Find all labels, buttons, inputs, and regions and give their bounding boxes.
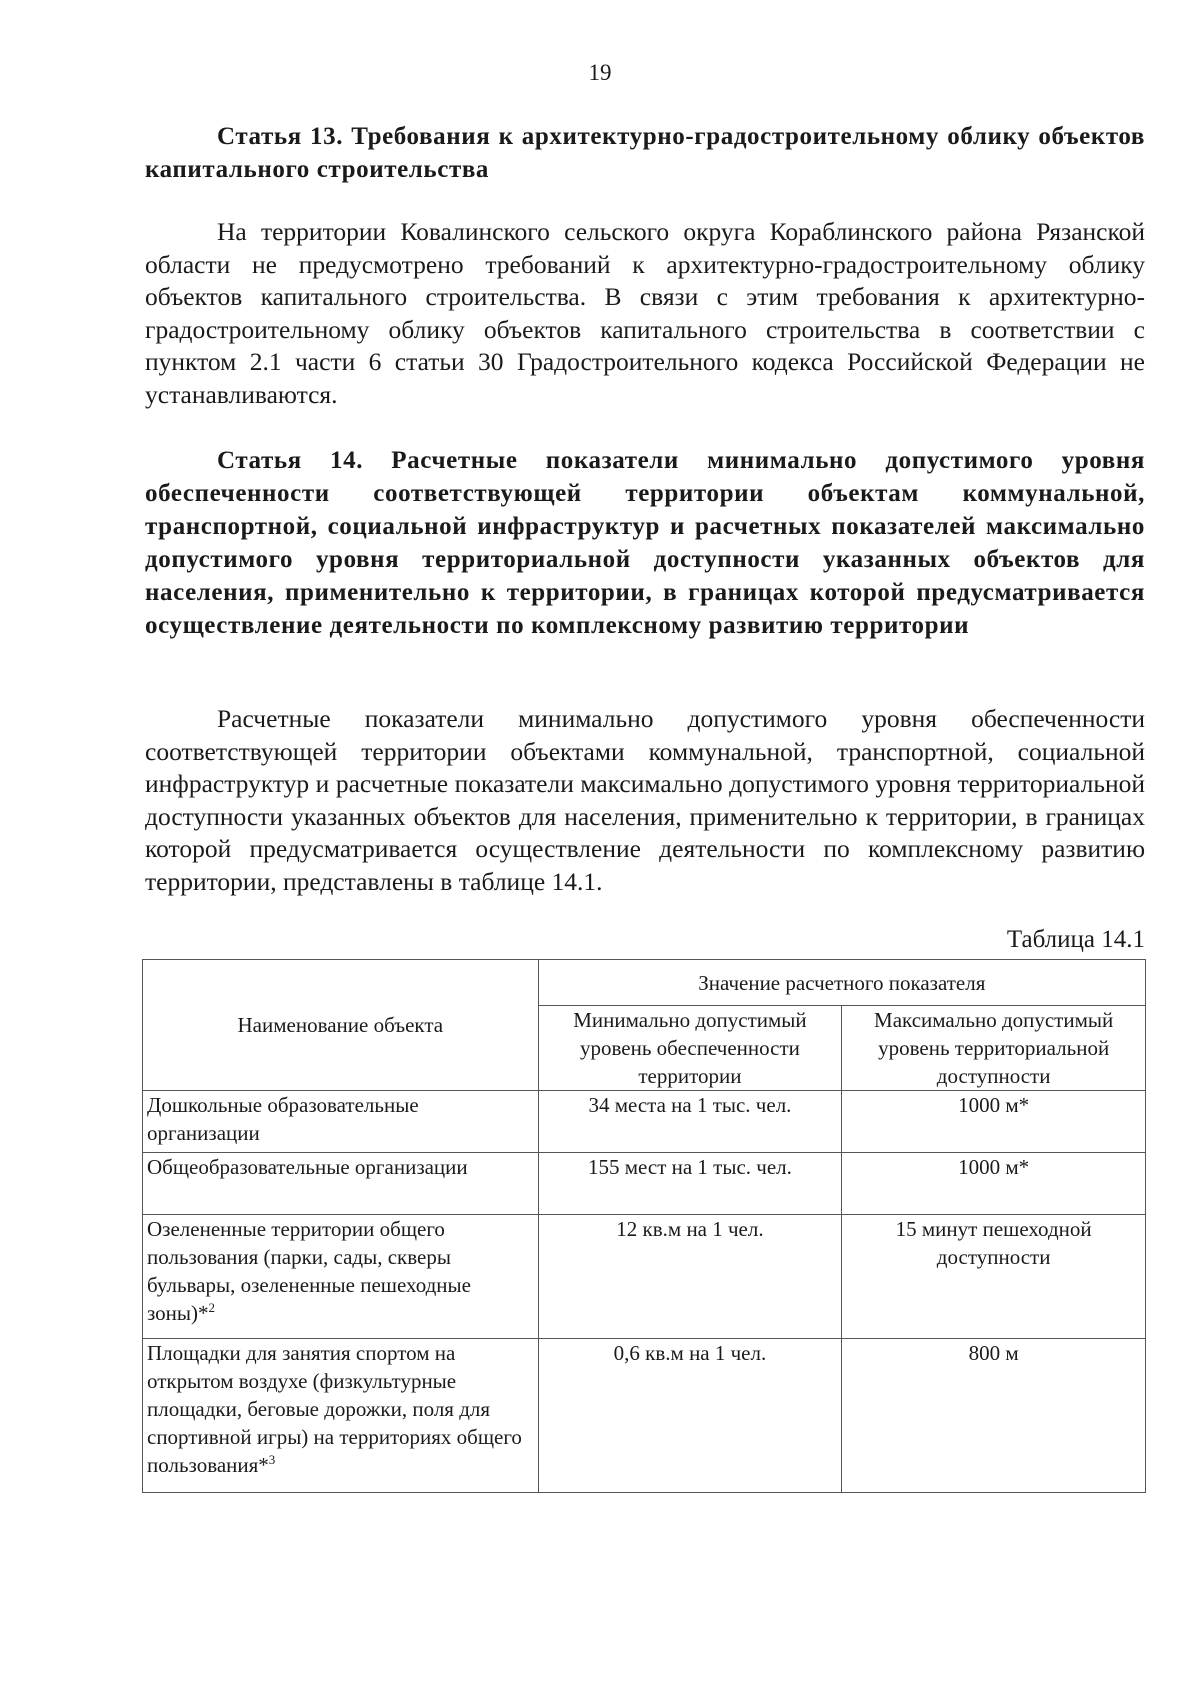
row-max-value: 800 м xyxy=(842,1339,1146,1493)
row-min-value: 155 мест на 1 тыс. чел. xyxy=(538,1153,842,1215)
table-row xyxy=(143,1215,1146,1339)
row-max-value: 1000 м* xyxy=(842,1153,1146,1215)
article-13-heading: Статья 13. Требования к архитектурно-градостроительному облику объектов капитального строительства xyxy=(145,123,1145,183)
row-object-name: Общеобразовательные организации xyxy=(143,1153,539,1215)
row-object-name: Озелененные территории общего пользования (парки, сады, скверы бульвары, озелененные пешеходные зоны)*$^2$ xyxy=(143,1215,539,1339)
indicators-table xyxy=(142,959,1146,1493)
article-13-body xyxy=(145,216,1145,412)
header-indicator-value: Значение расчетного показателя xyxy=(538,960,1145,1006)
table-row xyxy=(143,1339,1146,1493)
article-13-paragraph: На территории Ковалинского сельского округа Кораблинского района Рязанской области не предусмотрено требований к архитектурно-градостроительному облику объектов капитального строительства. В связи с этим требования к архитектурно-градостроительному облику объектов капитального строительства в соответствии с пунктом 2.1 части 6 статьи 30 Градостроительного кодекса Российской Федерации не устанавливаются. xyxy=(145,217,1145,409)
table-row xyxy=(143,1091,1146,1153)
row-min-value: 12 кв.м на 1 чел. xyxy=(538,1215,842,1339)
footnote-marker: 2 xyxy=(208,1300,216,1315)
article-13 xyxy=(145,120,1145,186)
table-caption: Таблица 14.1 xyxy=(1006,926,1145,953)
row-min-value: 0,6 кв.м на 1 чел. xyxy=(538,1339,842,1493)
row-min-value: 34 места на 1 тыс. чел. xyxy=(538,1091,842,1153)
header-object-name: Наименование объекта xyxy=(143,960,539,1091)
header-max-level: Максимально допустимый уровень территориальной доступности xyxy=(842,1006,1146,1091)
article-14-heading: Статья 14. Расчетные показатели минимально допустимого уровня обеспеченности соответствующей территории объектам коммунальной, транспортной, социальной инфраструктур и расчетных показателей максимально допустимого уровня территориальной доступности указанных объектов для населения, применительно к территории, в границах которой предусматривается осуществление деятельности по комплексному развитию территории xyxy=(145,447,1145,639)
row-max-value: 1000 м* xyxy=(842,1091,1146,1153)
article-14-paragraph: Расчетные показатели минимально допустимого уровня обеспеченности соответствующей территории объектами коммунальной, транспортной, социальной инфраструктур и расчетные показатели максимально допустимого уровня территориальной доступности указанных объектов для населения, применительно к территории, в границах которой предусматривается осуществление деятельности по комплексному развитию территории, представлены в таблице 14.1. xyxy=(145,704,1145,896)
article-14-body xyxy=(145,703,1145,899)
article-14 xyxy=(145,444,1145,642)
row-object-name: Дошкольные образовательные организации xyxy=(143,1091,539,1153)
table-row xyxy=(143,1153,1146,1215)
header-min-level: Минимально допустимый уровень обеспеченности территории xyxy=(538,1006,842,1091)
footnote-marker: 3 xyxy=(268,1452,276,1467)
row-object-name: Площадки для занятия спортом на открытом воздухе (физкультурные площадки, беговые дорожки, поля для спортивной игры) на территориях общего пользования*$^3$ xyxy=(143,1339,539,1493)
page-number: 19 xyxy=(588,60,612,85)
row-max-value: 15 минут пешеходной доступности xyxy=(842,1215,1146,1339)
